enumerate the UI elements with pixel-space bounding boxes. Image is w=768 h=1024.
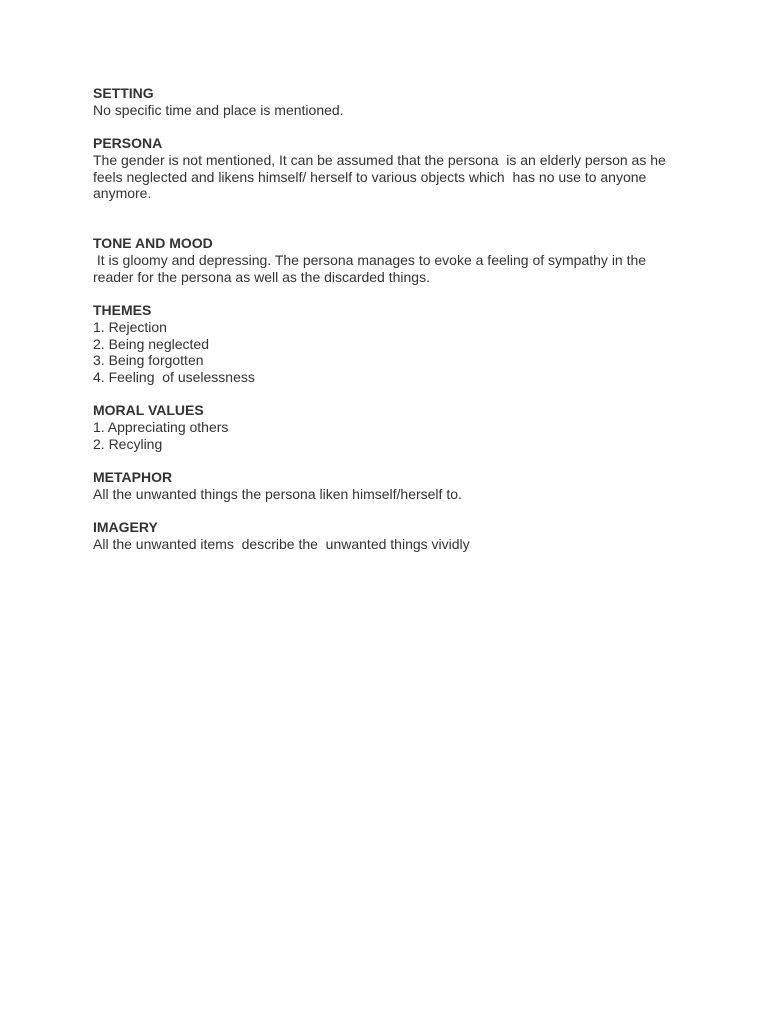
themes-list-item: 2. Being neglected — [93, 335, 209, 352]
section-tone-and-mood — [93, 235, 693, 285]
persona-text-line-1: The gender is not mentioned, It can be assumed that the persona is an elderly person as he — [93, 151, 666, 168]
persona-text-line-3: anymore. — [93, 185, 152, 202]
moral-values-list-item: 1. Appreciating others — [93, 419, 229, 435]
section-setting — [93, 85, 693, 118]
document-content — [93, 85, 693, 569]
section-themes — [93, 302, 693, 386]
persona-text-line-2: feels neglected and likens himself/ herself to various objects which has no use to anyone — [93, 168, 647, 185]
tone-and-mood-heading: TONE AND MOOD — [93, 235, 213, 252]
metaphor-text: All the unwanted things the persona liken himself/herself to. — [93, 485, 462, 502]
tone-and-mood-text-line-2: reader for the persona as well as the discarded things. — [93, 268, 430, 285]
metaphor-heading: METAPHOR — [93, 469, 173, 486]
section-imagery — [93, 519, 693, 552]
setting-heading: SETTING — [93, 85, 154, 101]
themes-list-item: 3. Being forgotten — [93, 352, 204, 369]
moral-values-list-item: 2. Recyling — [93, 435, 163, 452]
section-metaphor — [93, 469, 693, 502]
section-moral-values — [93, 402, 693, 452]
persona-heading: PERSONA — [93, 135, 163, 152]
section-persona — [93, 135, 693, 202]
themes-list-item: 1. Rejection — [93, 318, 167, 335]
themes-heading: THEMES — [93, 302, 152, 319]
moral-values-heading: MORAL VALUES — [93, 402, 204, 419]
setting-text: No specific time and place is mentioned. — [93, 101, 344, 118]
imagery-text: All the unwanted items describe the unwanted things vividly — [93, 535, 470, 552]
tone-and-mood-text-line-1: It is gloomy and depressing. The persona manages to evoke a feeling of sympathy in the — [93, 252, 647, 268]
themes-list-item: 4. Feeling of uselessness — [93, 368, 255, 385]
imagery-heading: IMAGERY — [93, 519, 158, 536]
